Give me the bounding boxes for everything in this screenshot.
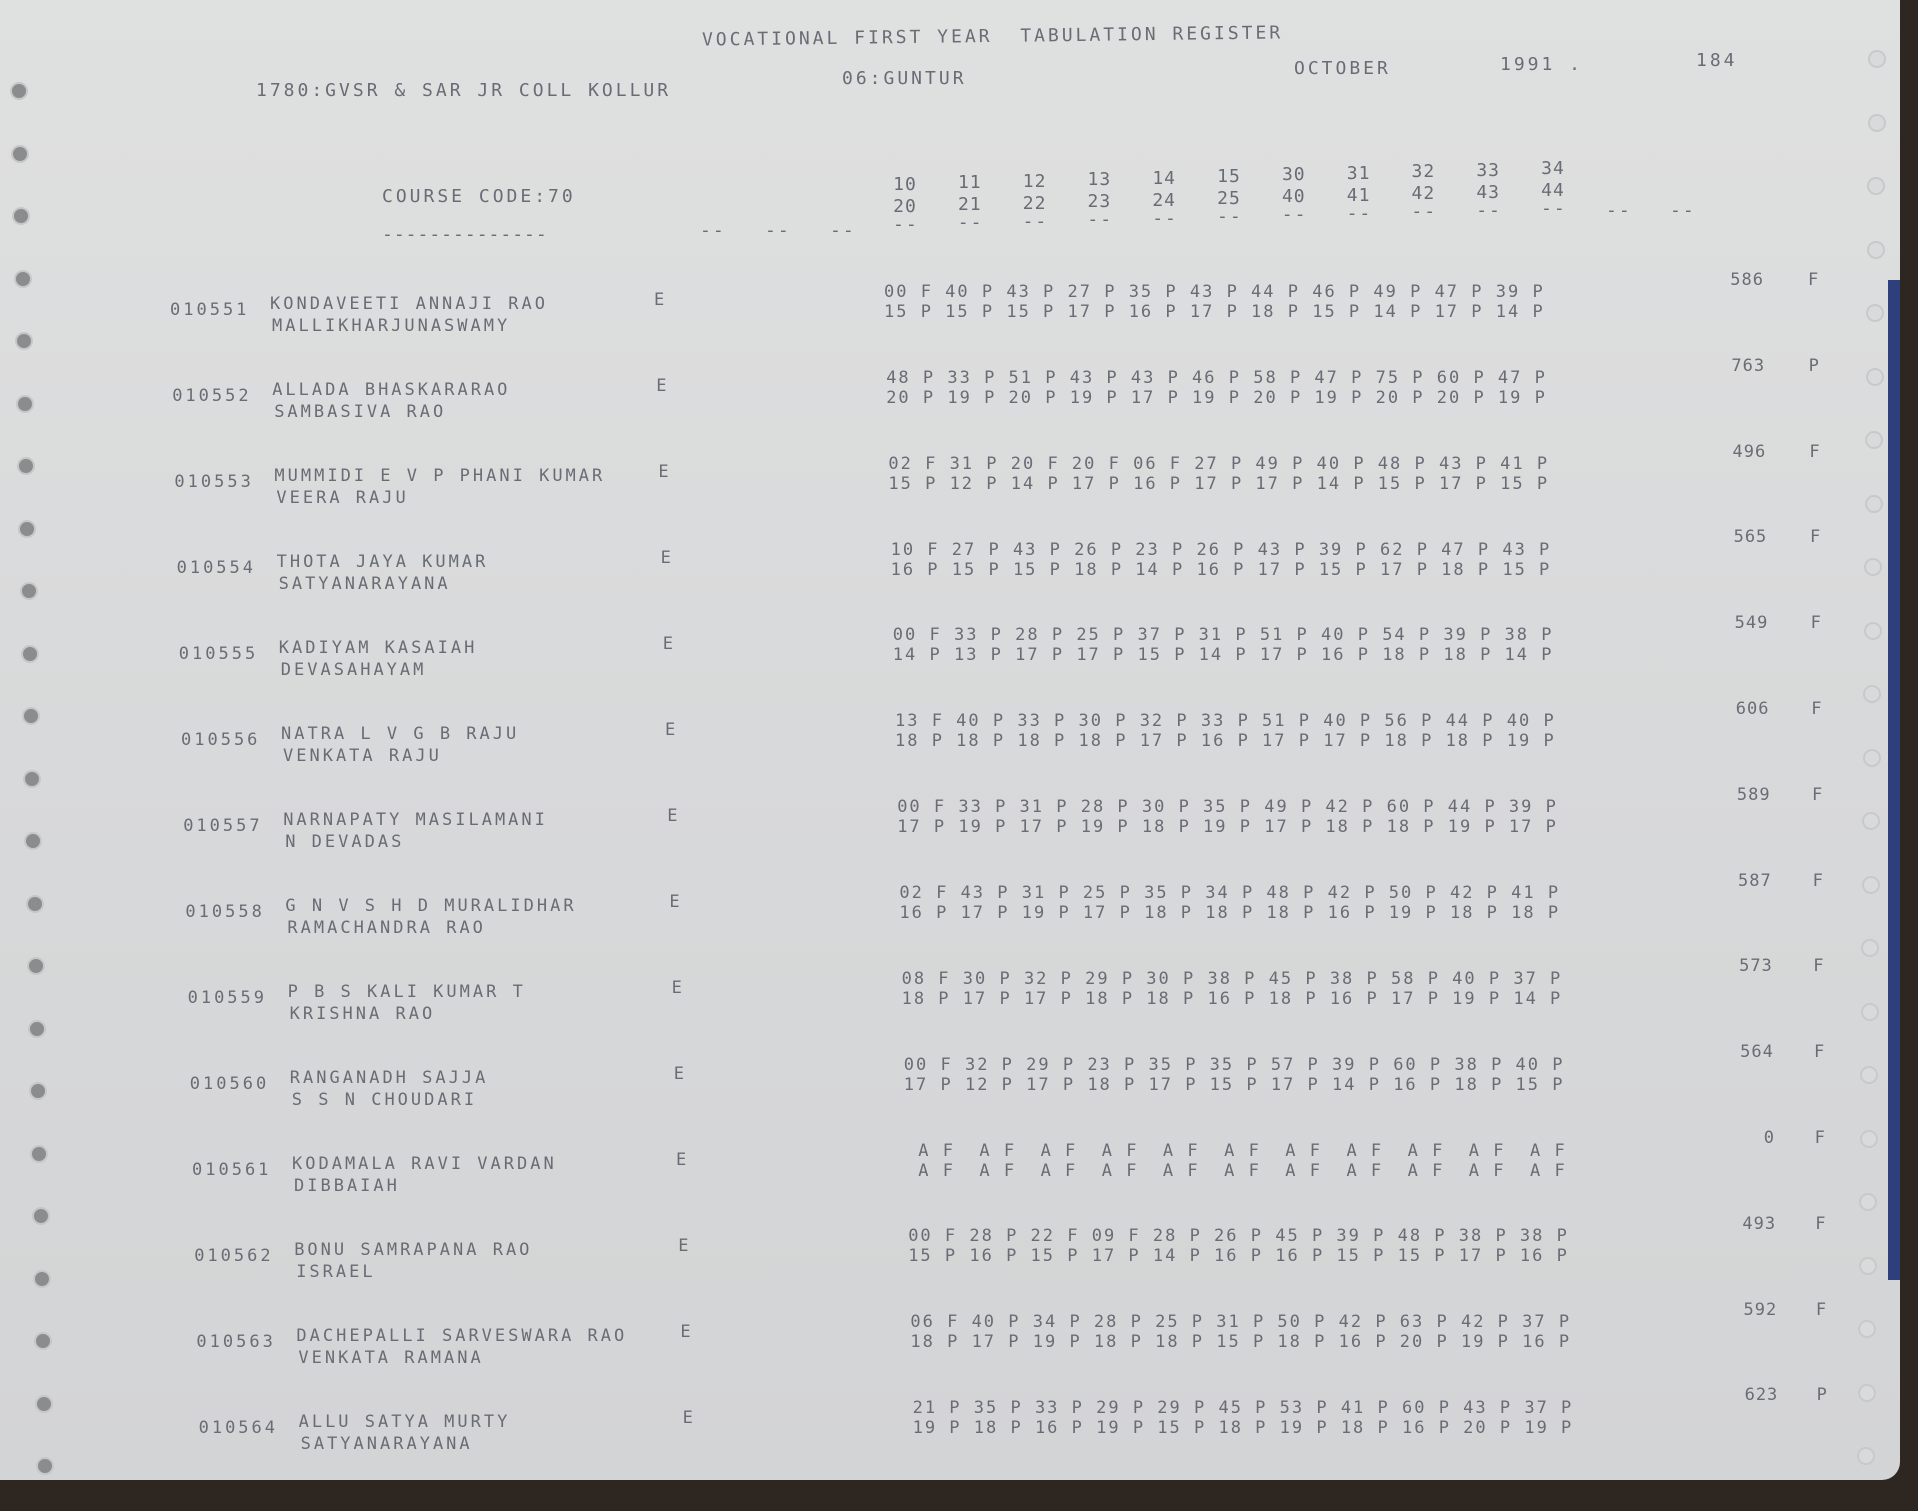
- marks-practical: 19 P 18 P 16 P 19 P 15 P 18 P 19 P 18 P 16 P 20 P 19 P: [912, 1418, 1574, 1439]
- perforation-hole: [1866, 368, 1884, 386]
- perforation-hole: [22, 707, 40, 725]
- subject-code-bottom: 23: [1087, 191, 1112, 213]
- perforation-hole: [1862, 876, 1880, 894]
- roll-number: 010564: [198, 1418, 279, 1438]
- exam-year: 1991 .: [1500, 54, 1584, 75]
- parent-name: DEVASAHAYAM: [280, 660, 427, 680]
- parent-name: KRISHNA RAO: [289, 1004, 436, 1024]
- marks-theory: 13 F 40 P 33 P 30 P 32 P 33 P 51 P 40 P 56 P 44 P 40 P: [895, 711, 1556, 732]
- subject-code-top: 11: [957, 172, 982, 194]
- column-dash: --: [830, 220, 856, 241]
- student-name: THOTA JAYA KUMAR: [276, 552, 489, 572]
- perforation-hole: [36, 1457, 54, 1475]
- student-name: KADIYAM KASAIAH: [278, 638, 478, 658]
- perforation-hole: [1867, 177, 1885, 195]
- subject-code-bottom: 42: [1411, 183, 1436, 205]
- marks-practical: A F A F A F A F A F A F A F A F A F A F A F: [906, 1160, 1567, 1181]
- parent-name: MALLIKHARJUNASWAMY: [272, 316, 511, 336]
- result-status: F: [1815, 1299, 1830, 1320]
- grand-total: 496: [1732, 441, 1767, 462]
- perforation-hole: [1861, 1003, 1879, 1021]
- result-status: P: [1808, 355, 1822, 376]
- student-name: G N V S H D MURALIDHAR: [285, 896, 577, 916]
- marks-theory: 00 F 33 P 31 P 28 P 30 P 35 P 49 P 42 P 60 P 44 P 39 P: [897, 797, 1558, 818]
- parent-name: DIBBAIAH: [294, 1176, 400, 1196]
- subject-code-top: 10: [893, 174, 917, 195]
- medium-code: E: [656, 376, 670, 396]
- perforation-hole: [1864, 558, 1882, 576]
- subject-code-bottom: 41: [1346, 184, 1371, 206]
- perforation-hole: [15, 332, 33, 350]
- medium-code: E: [654, 290, 668, 310]
- student-name: DACHEPALLI SARVESWARA RAO: [296, 1326, 628, 1346]
- parent-name: N DEVADAS: [285, 832, 405, 852]
- perforation-hole: [1862, 812, 1880, 830]
- column-dash: --: [1670, 200, 1696, 221]
- medium-code: E: [667, 806, 681, 826]
- student-name: P B S KALI KUMAR T: [287, 982, 526, 1002]
- roll-number: 010551: [170, 300, 250, 320]
- subject-code-bottom: 43: [1476, 181, 1501, 203]
- perforation-hole: [29, 1082, 47, 1100]
- result-status: F: [1809, 441, 1823, 462]
- marks-practical: 17 P 19 P 17 P 19 P 18 P 19 P 17 P 18 P 18 P 19 P 17 P: [897, 817, 1558, 838]
- perforation-hole: [1858, 1320, 1876, 1338]
- marks-practical: 18 P 17 P 19 P 18 P 18 P 15 P 18 P 16 P 20 P 19 P 16 P: [910, 1332, 1572, 1353]
- grand-total: 623: [1744, 1385, 1779, 1406]
- perforation-hole: [1859, 1193, 1877, 1211]
- roll-number: 010556: [181, 730, 261, 750]
- perforation-hole: [33, 1270, 51, 1288]
- perforation-hole: [24, 832, 42, 850]
- perforation-hole: [1865, 431, 1883, 449]
- subject-code-top: 31: [1346, 162, 1371, 184]
- perforation-hole: [1868, 50, 1886, 68]
- student-name: KONDAVEETI ANNAJI RAO: [270, 294, 548, 314]
- parent-name: RAMACHANDRA RAO: [287, 918, 486, 938]
- grand-total: 606: [1735, 699, 1770, 719]
- marks-practical: 15 P 16 P 15 P 17 P 14 P 16 P 16 P 15 P 15 P 17 P 16 P: [908, 1246, 1569, 1267]
- student-name: MUMMIDI E V P PHANI KUMAR: [274, 466, 606, 486]
- marks-theory: 02 F 31 P 20 F 20 F 06 F 27 P 49 P 40 P 48 P 43 P 41 P: [888, 453, 1550, 474]
- grand-total: 589: [1736, 784, 1771, 805]
- perforation-hole: [20, 582, 38, 600]
- subject-code-top: 15: [1217, 166, 1241, 187]
- marks-theory: 10 F 27 P 43 P 26 P 23 P 26 P 43 P 39 P 62 P 47 P 43 P: [890, 539, 1552, 560]
- marks-practical: 16 P 17 P 19 P 17 P 18 P 18 P 18 P 16 P 19 P 18 P 18 P: [899, 902, 1561, 923]
- marks-theory: 00 F 28 P 22 F 09 F 28 P 26 P 45 P 39 P 48 P 38 P 38 P: [908, 1226, 1569, 1247]
- subject-code-top: 14: [1152, 167, 1177, 189]
- perforation-hole: [1868, 114, 1886, 132]
- marks-theory: 00 F 40 P 43 P 27 P 35 P 43 P 44 P 46 P 49 P 47 P 39 P: [884, 282, 1545, 302]
- grand-total: 586: [1730, 270, 1764, 290]
- subject-code-top: 30: [1281, 164, 1306, 186]
- perforation-hole: [1863, 685, 1881, 703]
- perforation-hole: [23, 770, 41, 788]
- result-status: F: [1809, 527, 1824, 548]
- roll-number: 010561: [192, 1160, 272, 1180]
- result-status: F: [1811, 699, 1825, 719]
- column-dash: --: [893, 214, 919, 235]
- student-name: ALLADA BHASKARARAO: [272, 380, 511, 400]
- marks-practical: 18 P 18 P 18 P 18 P 17 P 16 P 17 P 17 P 18 P 18 P 19 P: [895, 731, 1556, 752]
- medium-code: E: [680, 1322, 694, 1342]
- subject-code-bottom: 25: [1217, 188, 1241, 209]
- parent-name: VENKATA RAJU: [283, 746, 442, 766]
- roll-number: 010558: [185, 902, 265, 922]
- result-status: F: [1810, 613, 1824, 634]
- parent-name: VEERA RAJU: [276, 488, 409, 508]
- grand-total: 565: [1733, 527, 1768, 548]
- column-dash: --: [1152, 207, 1178, 229]
- district-name: 06:GUNTUR: [842, 68, 967, 89]
- marks-theory: 21 P 35 P 33 P 29 P 29 P 45 P 53 P 41 P 60 P 43 P 37 P: [912, 1398, 1574, 1419]
- column-dash: --: [1022, 210, 1049, 232]
- roll-number: 010552: [172, 386, 252, 406]
- roll-number: 010563: [196, 1332, 276, 1352]
- result-status: P: [1816, 1385, 1830, 1406]
- perforation-hole: [14, 270, 32, 288]
- perforation-hole: [35, 1395, 53, 1413]
- roll-number: 010560: [189, 1074, 270, 1094]
- roll-number: 010555: [178, 644, 259, 664]
- perforation-hole: [1858, 1384, 1876, 1402]
- perforation-hole: [26, 895, 44, 913]
- student-name: BONU SAMRAPANA RAO: [294, 1240, 533, 1260]
- column-dash: --: [700, 220, 726, 241]
- perforation-hole: [1863, 749, 1881, 767]
- result-status: F: [1813, 956, 1827, 977]
- parent-name: SATYANARAYANA: [278, 574, 451, 594]
- perforation-hole: [11, 145, 29, 163]
- marks-practical: 16 P 15 P 15 P 18 P 14 P 16 P 17 P 15 P 17 P 18 P 15 P: [890, 559, 1552, 580]
- marks-theory: 48 P 33 P 51 P 43 P 43 P 46 P 58 P 47 P 75 P 60 P 47 P: [886, 367, 1547, 388]
- perforation-hole: [1860, 1066, 1878, 1084]
- student-name: KODAMALA RAVI VARDAN: [292, 1154, 557, 1174]
- medium-code: E: [673, 1064, 688, 1084]
- result-status: F: [1813, 1042, 1828, 1063]
- subject-code-top: 34: [1541, 158, 1565, 179]
- marks-practical: 17 P 12 P 17 P 18 P 17 P 15 P 17 P 14 P 16 P 18 P 15 P: [903, 1074, 1565, 1095]
- grand-total: 573: [1739, 956, 1773, 977]
- college-name: 1780:GVSR & SAR JR COLL KOLLUR: [256, 80, 672, 101]
- exam-month: OCTOBER: [1294, 58, 1391, 79]
- grand-total: 493: [1742, 1213, 1777, 1234]
- marks-practical: 18 P 17 P 17 P 18 P 18 P 16 P 18 P 16 P 17 P 19 P 14 P: [901, 988, 1563, 1009]
- roll-number: 010554: [176, 558, 257, 578]
- medium-code: E: [660, 548, 674, 568]
- medium-code: E: [662, 634, 677, 654]
- subject-code-bottom: 20: [893, 196, 917, 217]
- perforation-hole: [1857, 1447, 1875, 1465]
- perforation-hole: [1864, 622, 1882, 640]
- column-dash: --: [1411, 201, 1438, 223]
- course-code-underline: --------------: [382, 224, 548, 245]
- subject-code-top: 33: [1476, 159, 1501, 181]
- grand-total: 592: [1743, 1299, 1778, 1320]
- subject-code-top: 32: [1411, 161, 1436, 183]
- perforation-hole: [34, 1332, 52, 1350]
- grand-total: 587: [1737, 870, 1772, 891]
- perforation-hole: [17, 457, 35, 475]
- student-name: RANGANADH SAJJA: [289, 1068, 489, 1088]
- subject-code-bottom: 24: [1152, 189, 1177, 211]
- roll-number: 010557: [183, 816, 263, 836]
- result-status: F: [1812, 870, 1826, 891]
- parent-name: S S N CHOUDARI: [291, 1090, 478, 1110]
- roll-number: 010562: [194, 1246, 274, 1266]
- column-dash: --: [765, 220, 791, 241]
- grand-total: 564: [1740, 1042, 1774, 1063]
- column-dash: --: [1281, 204, 1308, 226]
- grand-total: 763: [1731, 355, 1766, 376]
- column-dash: --: [1476, 199, 1502, 221]
- column-dash: --: [1087, 209, 1114, 231]
- marks-practical: 15 P 12 P 14 P 17 P 16 P 17 P 17 P 14 P 15 P 17 P 15 P: [888, 473, 1550, 494]
- perforation-hole: [30, 1145, 48, 1163]
- medium-code: E: [676, 1150, 690, 1170]
- grand-total: 549: [1734, 613, 1769, 634]
- column-dash: --: [1346, 202, 1373, 224]
- perforation-hole: [27, 957, 45, 975]
- marks-practical: 15 P 15 P 15 P 17 P 16 P 17 P 18 P 15 P 14 P 17 P 14 P: [884, 302, 1545, 322]
- student-name: ALLU SATYA MURTY: [298, 1412, 511, 1432]
- parent-name: SAMBASIVA RAO: [274, 402, 447, 422]
- marks-theory: 06 F 40 P 34 P 28 P 25 P 31 P 50 P 42 P 63 P 42 P 37 P: [910, 1312, 1572, 1333]
- grand-total: 0: [1763, 1128, 1775, 1148]
- perforation-hole: [1867, 241, 1885, 259]
- medium-code: E: [665, 720, 679, 740]
- marks-theory: A F A F A F A F A F A F A F A F A F A F A F: [906, 1140, 1567, 1161]
- subject-code-bottom: 21: [957, 194, 982, 216]
- perforation-hole: [28, 1020, 46, 1038]
- perforation-hole: [18, 520, 36, 538]
- medium-code: E: [669, 892, 683, 912]
- marks-theory: 00 F 32 P 29 P 23 P 35 P 35 P 57 P 39 P 60 P 38 P 40 P: [903, 1054, 1565, 1075]
- marks-theory: 00 F 33 P 28 P 25 P 37 P 31 P 51 P 40 P 54 P 39 P 38 P: [892, 625, 1554, 646]
- medium-code: E: [682, 1408, 696, 1428]
- marks-practical: 14 P 13 P 17 P 17 P 15 P 14 P 17 P 16 P 18 P 18 P 14 P: [892, 645, 1554, 666]
- result-status: F: [1815, 1213, 1829, 1234]
- column-dash: --: [1606, 200, 1632, 221]
- subject-code-bottom: 44: [1541, 180, 1565, 201]
- roll-number: 010559: [187, 988, 268, 1008]
- marks-theory: 02 F 43 P 31 P 25 P 35 P 34 P 48 P 42 P 50 P 42 P 41 P: [899, 882, 1561, 903]
- parent-name: ISRAEL: [296, 1262, 376, 1282]
- page-number: 184: [1696, 50, 1738, 71]
- perforation-hole: [1860, 1130, 1878, 1148]
- medium-code: E: [658, 462, 672, 482]
- page-edge: [1888, 280, 1900, 1280]
- perforation-hole: [1861, 939, 1879, 957]
- student-name: NARNAPATY MASILAMANI: [283, 810, 548, 830]
- student-name: NATRA L V G B RAJU: [281, 724, 520, 744]
- perforation-hole: [1859, 1257, 1877, 1275]
- subject-code-top: 13: [1087, 169, 1112, 191]
- course-code: COURSE CODE:70: [382, 186, 576, 207]
- column-dash: --: [1541, 198, 1567, 219]
- perforation-hole: [16, 395, 34, 413]
- parent-name: SATYANARAYANA: [300, 1434, 473, 1454]
- result-status: F: [1814, 1128, 1828, 1148]
- medium-code: E: [671, 978, 685, 998]
- perforation-hole: [12, 207, 30, 225]
- result-status: F: [1811, 784, 1826, 805]
- roll-number: 010553: [174, 472, 254, 492]
- column-dash: --: [957, 212, 984, 234]
- parent-name: VENKATA RAMANA: [298, 1348, 484, 1368]
- subject-code-bottom: 22: [1022, 192, 1047, 214]
- register-title: VOCATIONAL FIRST YEAR TABULATION REGISTER: [701, 22, 1284, 51]
- perforation-hole: [1865, 495, 1883, 513]
- subject-code-top: 12: [1022, 170, 1047, 192]
- subject-code-bottom: 40: [1281, 186, 1306, 208]
- perforation-hole: [1866, 304, 1884, 322]
- result-status: F: [1808, 270, 1822, 290]
- column-dash: --: [1217, 206, 1243, 227]
- marks-practical: 20 P 19 P 20 P 19 P 17 P 19 P 20 P 19 P 20 P 20 P 19 P: [886, 387, 1547, 408]
- medium-code: E: [678, 1236, 692, 1256]
- marks-theory: 08 F 30 P 32 P 29 P 30 P 38 P 45 P 38 P 58 P 40 P 37 P: [901, 968, 1563, 989]
- perforation-hole: [32, 1207, 50, 1225]
- perforation-hole: [21, 645, 39, 663]
- perforation-hole: [10, 82, 28, 100]
